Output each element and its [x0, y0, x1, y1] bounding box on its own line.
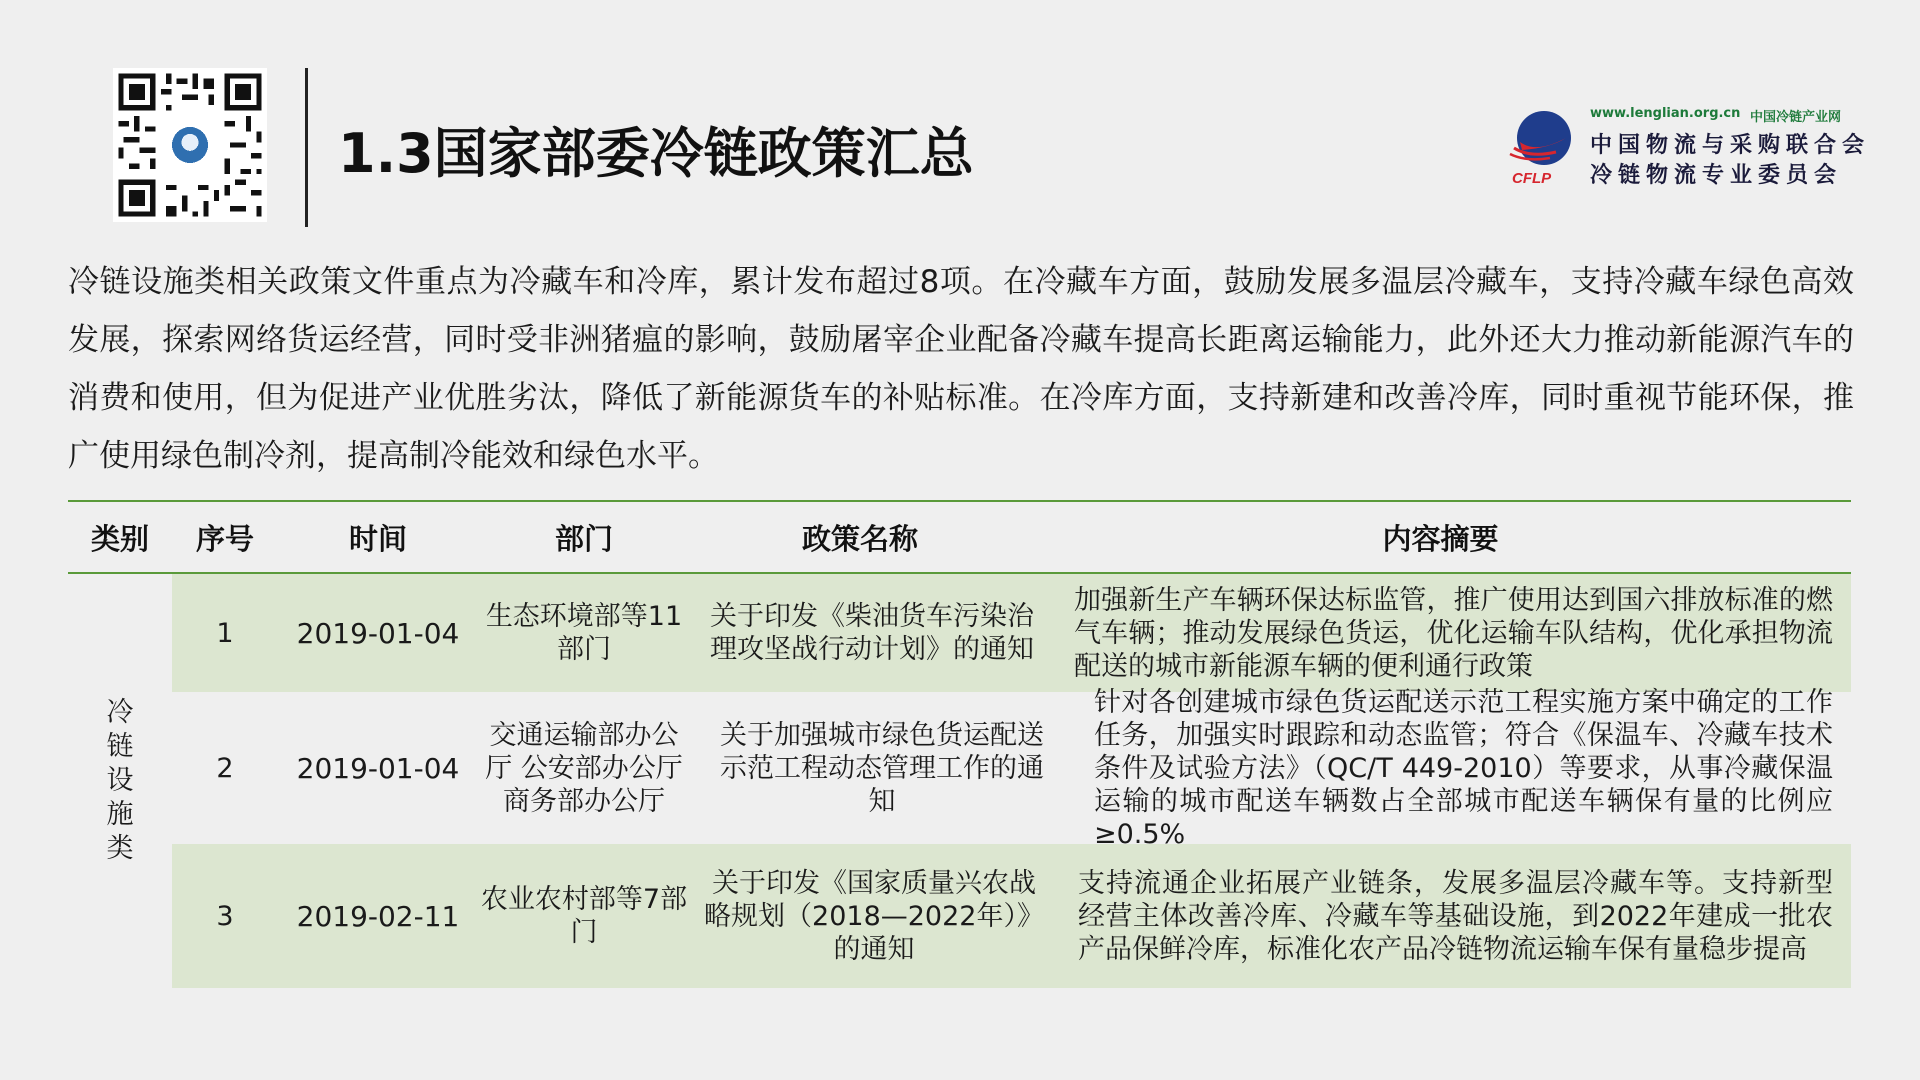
cflp-logo-icon: [1506, 108, 1582, 186]
cell-date: 2019-02-11: [296, 899, 460, 933]
cell-summary: 加强新生产车辆环保达标监管，推广使用达到国六排放标准的燃气车辆；推动发展绿色货运，优化运输车队结构，优化承担物流配送的城市新能源车辆的便利通行政策: [1074, 584, 1833, 682]
logo-network-name: 中国冷链产业网: [1750, 110, 1842, 125]
logo-mark-text: CFLP: [1512, 170, 1552, 186]
category-cell: [68, 574, 172, 988]
org-logo: [1506, 104, 1872, 188]
header-summary: 内容摘要: [1382, 521, 1499, 556]
header-category: 类别: [90, 521, 149, 556]
cell-policy-name: 关于印发《柴油货车污染治理攻坚战行动计划》的通知: [710, 601, 1034, 665]
title-divider: [305, 68, 308, 227]
cell-number: 1: [216, 617, 234, 649]
logo-org-line2: 冷链物流专业委员会: [1590, 163, 1843, 188]
cell-summary: 针对各创建城市绿色货运配送示范工程实施方案中确定的工作任务，加强实时跟踪和动态监管；符合《保温车、冷藏车技术条件及试验方法》（QC/T 449-2010）等要求，从事冷藏保温运输的城市配送车辆数占全部城市配送车辆保有量的比例应≥0.5%: [1094, 686, 1833, 850]
qr-code: [113, 68, 267, 222]
cell-department: 交通运输部办公厅 公安部办公厅 商务部办公厅: [485, 719, 683, 817]
header-policy-name: 政策名称: [801, 521, 918, 556]
cell-number: 3: [216, 900, 234, 932]
logo-url: www.lenglian.org.cn: [1590, 106, 1741, 121]
cell-number: 2: [216, 752, 234, 784]
table-header-row: [68, 502, 1851, 572]
cell-summary: 支持流通企业拓展产业链条，发展多温层冷藏车等。支持新型经营主体改善冷库、冷藏车等基础设施，到2022年建成一批农产品保鲜冷库，标准化农产品冷链物流运输车保有量稳步提高: [1078, 867, 1833, 965]
intro-paragraph: 冷链设施类相关政策文件重点为冷藏车和冷库，累计发布超过8项。在冷藏车方面，鼓励发展多温层冷藏车，支持冷藏车绿色高效发展，探索网络货运经营，同时受非洲猪瘟的影响，鼓励屠宰企业配备冷藏车提高长距离运输能力，此外还大力推动新能源汽车的消费和使用，但为促进产业优胜劣汰，降低了新能源货车的补贴标准。在冷库方面，支持新建和改善冷库，同时重视节能环保，推广使用绿色制冷剂，提高制冷能效和绿色水平。: [68, 264, 1854, 474]
cell-department: 生态环境部等11部门: [485, 601, 683, 665]
policy-table: [68, 500, 1851, 988]
cell-date: 2019-01-04: [296, 616, 460, 650]
page-title: 1.3国家部委冷链政策汇总: [338, 122, 974, 185]
table-row: [172, 574, 1851, 692]
logo-org-line1: 中国物流与采购联合会: [1590, 133, 1871, 158]
cell-policy-name: 关于加强城市绿色货运配送示范工程动态管理工作的通知: [720, 719, 1044, 817]
cell-date: 2019-01-04: [296, 751, 460, 785]
header-number: 序号: [195, 521, 254, 556]
table-row: [172, 844, 1851, 988]
header-department: 部门: [554, 521, 613, 556]
category-label: 冷链设施类: [106, 697, 134, 864]
cell-policy-name: 关于印发《国家质量兴农战略规划（2018—2022年）》的通知: [704, 867, 1044, 965]
header-date: 时间: [348, 521, 407, 556]
table-body: [68, 574, 1851, 988]
cell-department: 农业农村部等7部门: [480, 884, 688, 948]
table-row: [172, 686, 1851, 850]
